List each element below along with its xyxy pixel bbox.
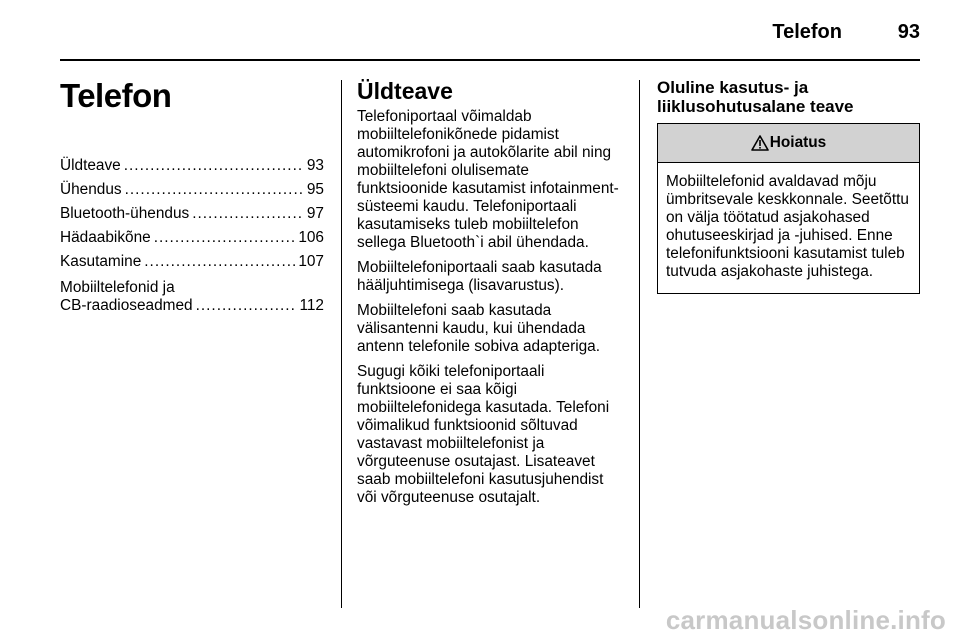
paragraph: Mobiiltelefoniportaali saab kasutada hääljuhtimisega (lisavarustus). xyxy=(357,259,602,294)
toc-item-uhendus[interactable] xyxy=(60,178,324,202)
toc-item-label: Hädaabikõne xyxy=(60,229,151,246)
toc-item-page: 112 xyxy=(299,297,324,314)
paragraph: Sugugi kõiki telefoniportaali funktsioone ei saa kõigi mobiiltelefonidega kasutada. Telefoni võimalikud funktsioonid sõltuvad vastavast mobiiltelefonist ja võrguteenuse osutajast. Lisateavet saab mobiiltelefoni kasutusjuhendist või võrguteenuse osutajalt. xyxy=(357,363,610,506)
column-divider-right xyxy=(639,80,640,608)
toc-leader-dots xyxy=(192,202,304,226)
toc-column xyxy=(60,70,324,315)
toc-item-uldteave[interactable] xyxy=(60,154,324,178)
column-divider-left xyxy=(341,80,342,608)
table-of-contents xyxy=(60,154,324,315)
safety-info-column xyxy=(657,70,920,294)
toc-leader-dots xyxy=(154,226,296,250)
toc-item-label-line2: CB-raadioseadmed xyxy=(60,297,193,314)
page-header xyxy=(0,0,960,62)
toc-item-label: Kasutamine xyxy=(60,253,142,270)
toc-item-page: 107 xyxy=(298,253,324,270)
toc-leader-dots xyxy=(196,297,297,315)
toc-item-bluetooth[interactable] xyxy=(60,202,324,226)
toc-item-page: 97 xyxy=(306,205,324,222)
paragraph: Mobiiltelefoni saab kasutada välisantenni kaudu, kui ühendada antenn telefonile sobiva adapteriga. xyxy=(357,302,601,355)
section-title-safety: Oluline kasutus- ja liiklusohutusalane teave xyxy=(657,78,854,116)
toc-item-page: 95 xyxy=(306,181,324,198)
warning-header xyxy=(658,124,919,163)
warning-triangle-icon xyxy=(751,135,769,151)
toc-item-label: Bluetooth-ühendus xyxy=(60,205,190,222)
paragraph: Telefoniportaal võimaldab mobiiltelefonikõnede pidamist automikrofoni ja autokõlarite abil ning mobiiltelefoni olulisemate funktsioonide kasutamist infotainment-süsteemi kaudu. Telefoniportaali kasutamiseks tuleb mobiiltelefon sellega Bluetooth`i abil ühendada. xyxy=(357,108,619,251)
toc-item-kasutamine[interactable] xyxy=(60,250,324,274)
toc-leader-dots xyxy=(124,154,304,178)
general-info-column xyxy=(357,70,623,514)
toc-item-hadaabikone[interactable] xyxy=(60,226,324,250)
warning-body: Mobiiltelefonid avaldavad mõju ümbritsevale keskkonnale. Seetõttu on välja töötatud asjakohased ohutuseeskirjad ja -juhised. Enne telefonifunktsiooni kasutamist tuleb tutvuda asjakohaste juhistega. xyxy=(666,173,909,280)
toc-item-label-line1: Mobiiltelefonid ja xyxy=(60,279,175,296)
warning-title: Hoiatus xyxy=(769,134,827,151)
warning-box xyxy=(657,123,920,294)
toc-item-page: 106 xyxy=(298,229,324,246)
toc-item-label: Üldteave xyxy=(60,157,121,174)
page-number: 93 xyxy=(897,21,920,43)
toc-leader-dots xyxy=(125,178,304,202)
toc-item-page: 93 xyxy=(306,157,324,174)
running-header-title: Telefon xyxy=(772,21,842,43)
section-title-uldteave: Üldteave xyxy=(357,78,453,104)
toc-leader-dots xyxy=(144,250,295,274)
watermark: carmanualsonline.info xyxy=(665,605,946,635)
toc-item-label: Ühendus xyxy=(60,181,122,198)
toc-item-mobiiltelefonid[interactable] xyxy=(60,279,324,315)
chapter-title: Telefon xyxy=(60,77,172,114)
header-divider xyxy=(60,59,920,61)
